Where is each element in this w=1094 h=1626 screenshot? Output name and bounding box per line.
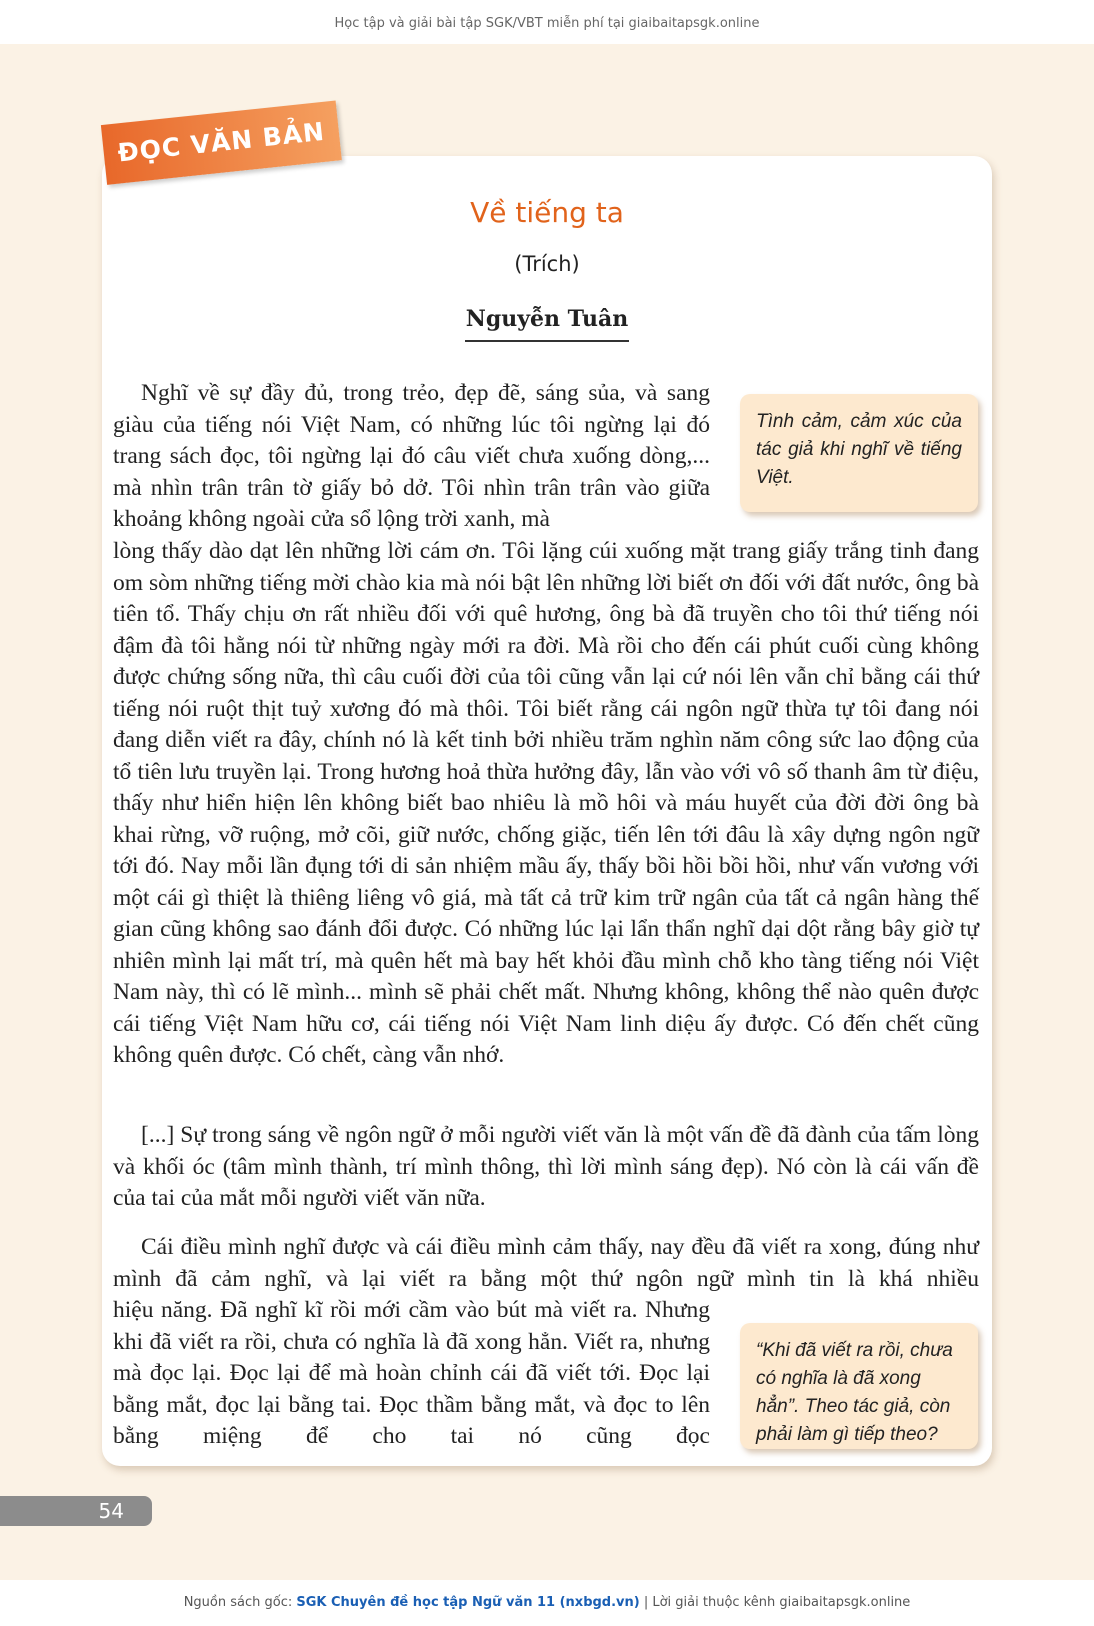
paragraph-1-body: lòng thấy dào dạt lên những lời cám ơn. Tôi lặng cúi xuống mặt trang giấy trắng tinh đang om sòm những tiếng mời chào kia mà nói bật lên những lời biết ơn đối với đất nước, ông bà tiên tổ. Thấy chịu ơn rất nhiều đối với quê hương, ông bà đã truyền cho tôi thứ tiếng nói đậm đà tôi hằng nói từ những ngày mới ra đời. Mà rồi cho đến cái phút cuối cùng không được chứng sống nữa, thì câu cuối đời của tôi cũng vẫn lại cứ nói lên vẫn chỉ bằng cái thứ tiếng nói ruột thịt tuỷ xương đó mà thôi. Tôi biết rằng cái ngôn ngữ thừa tự tôi đang nói đang diễn viết ra đây, chính nó là kết tinh bởi nhiều trăm nghìn năm công sức lao động của tổ tiên lưu truyền lại. Trong hương hoả thừa hưởng đây, lẫn vào với vô số thanh âm từ điệu, thấy như hiển hiện lên không biết bao nhiêu là mồ hôi và máu huyết của đời đời ông bà khai rừng, vỡ ruộng, mở cõi, giữ nước, chống giặc, tiến lên tới đâu là xây dựng ngôn ngữ tới đó. Nay mỗi lần đụng tới di sản nhiệm mầu ấy, thấy bồi hồi bồi hồi, như vấn vương với một cái gì thiệt là thiêng liêng vô giá, mà tất cả trữ kim trữ ngân của tất cả ngân hàng thế gian cũng không sao đánh đổi được. Có những lúc lại lẩn thẩn nghĩ dại dột rằng bây giờ tự nhiên mình lại mất trí, mà quên hết mà bay hết khỏi đầu mình chỗ kho tàng tiếng nói Việt Nam này, thì có lẽ mình... mình sẽ phải chết mất. Nhưng không, không thể nào quên được cái tiếng Việt Nam hữu cơ, cái tiếng nói Việt Nam linh diệu ấy được. Có đến chết cũng không quên được. Có chết, càng vẫn nhớ. <box>113 538 979 1068</box>
side-note-2: “Khi đã viết ra rồi, chưa có nghĩa là đã xong hẳn”. Theo tác giả, còn phải làm gì tiếp theo? <box>740 1323 978 1449</box>
footer-suffix: | Lời giải thuộc kênh giaibaitapsgk.online <box>639 1595 911 1610</box>
author-underline <box>465 340 629 342</box>
author-name: Nguyễn Tuân <box>465 306 629 332</box>
side-note-1: Tình cảm, cảm xúc của tác giả khi nghĩ về tiếng Việt. <box>740 394 978 512</box>
paragraph-2: [...] Sự trong sáng về ngôn ngữ ở mỗi người viết văn là một vấn đề đã đành của tấm lòng và khối óc (tâm mình thành, trí mình thông, thì lời mình sáng đẹp). Nó còn là cái vấn đề của tai của mắt mỗi người viết văn nữa. <box>113 1122 979 1211</box>
text-subtitle: (Trích) <box>514 252 580 276</box>
page-number: 54 <box>0 1496 152 1526</box>
header-note: Học tập và giải bài tập SGK/VBT miễn phí tại giaibaitapsgk.online <box>0 0 1094 44</box>
footer-prefix: Nguồn sách gốc: <box>183 1595 297 1610</box>
text-title: Về tiếng ta <box>470 196 624 229</box>
paragraph-3-top: Cái điều mình nghĩ được và cái điều mình cảm thấy, nay đều đã viết ra xong, đúng như mình đã cảm nghĩ, và lại viết ra bằng một thứ ngôn ngữ mình tin là khá nhiều <box>113 1234 979 1292</box>
paragraph-1-top: Nghĩ về sự đầy đủ, trong trẻo, đẹp đẽ, sáng sủa, và sang giàu của tiếng nói Việt Nam, có những lúc tôi ngừng lại đó trang sách đọc, tôi ngừng lại đó câu viết chưa xuống dòng,... mà nhìn trân trân tờ giấy bỏ dở. Tôi nhìn trân trân vào giữa khoảng không ngoài cửa sổ lộng trời xanh, mà <box>113 380 710 532</box>
footer <box>0 1580 1094 1626</box>
section-banner: ĐỌC VĂN BẢN <box>101 100 342 184</box>
paragraph-3-body: hiệu năng. Đã nghĩ kĩ rồi mới cầm vào bút mà viết ra. Nhưng khi đã viết ra rồi, chưa có nghĩa là đã xong hẳn. Viết ra, nhưng mà đọc lại. Đọc lại để mà hoàn chỉnh cái đã viết tới. Đọc lại bằng mắt, đọc lại bằng tai. Đọc thầm bằng mắt, và đọc to lên bằng miệng để cho tai nó cũng đọc <box>113 1297 710 1449</box>
footer-source-link[interactable]: SGK Chuyên đề học tập Ngữ văn 11 (nxbgd.vn) <box>296 1595 640 1610</box>
